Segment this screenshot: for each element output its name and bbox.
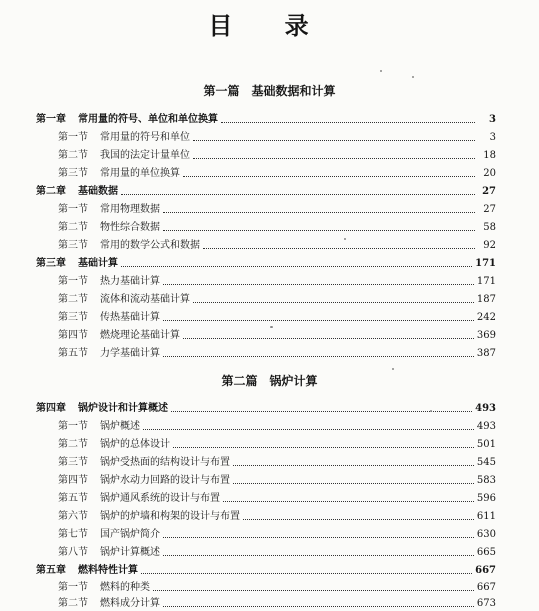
toc-section-row (58, 492, 496, 506)
page-number: 665 (476, 547, 496, 558)
scan-speck (380, 70, 382, 72)
section-title: 锅炉受热面的结构设计与布置 (100, 457, 230, 468)
section-title: 锅炉水动力回路的设计与布置 (100, 475, 230, 486)
page-number: 583 (476, 475, 496, 486)
toc-section-row (58, 239, 496, 253)
page-title: 目 录 (208, 11, 331, 40)
toc-section-row (58, 528, 496, 542)
page-number: 545 (476, 457, 496, 468)
section-title: 物性综合数据 (100, 222, 160, 233)
section-number: 第三节 (58, 457, 88, 468)
dot-leader (193, 131, 475, 141)
dot-leader (193, 149, 475, 159)
section-number: 第一节 (58, 582, 88, 593)
section-number: 第二节 (58, 222, 88, 233)
page-number: 3 (489, 114, 496, 125)
section-number: 第四节 (58, 475, 88, 486)
toc-section-row (58, 275, 496, 289)
section-title: 锅炉通风系统的设计与布置 (100, 493, 220, 504)
dot-leader (121, 185, 475, 195)
dot-leader (173, 438, 474, 448)
section-number: 第三节 (58, 312, 88, 323)
page-number: 58 (483, 222, 496, 233)
toc-section-row (58, 203, 496, 217)
page-number: 171 (475, 258, 496, 269)
section-title: 国产锅炉简介 (100, 529, 160, 540)
scan-speck (344, 238, 346, 240)
section-number: 第八节 (58, 547, 88, 558)
dot-leader (163, 347, 474, 357)
dot-leader (233, 456, 474, 466)
section-number: 第五节 (58, 348, 88, 359)
page-number: 667 (475, 565, 496, 576)
section-number: 第二节 (58, 150, 88, 161)
section-title: 流体和流动基础计算 (100, 294, 190, 305)
dot-leader (171, 402, 472, 412)
section-title: 常用量的符号和单位 (100, 132, 190, 143)
page-number: 242 (476, 312, 496, 323)
dot-leader (203, 239, 475, 249)
chapter-number: 第四章 (36, 403, 66, 414)
dot-leader (193, 293, 474, 303)
section-title: 常用物理数据 (100, 204, 160, 215)
section-number: 第一节 (58, 276, 88, 287)
part-heading-1: 第一篇 基础数据和计算 (203, 84, 336, 98)
toc-chapter-row (36, 113, 496, 127)
dot-leader (163, 203, 475, 213)
dot-leader (163, 597, 474, 607)
scan-speck (392, 368, 394, 370)
page-number: 18 (483, 150, 496, 161)
toc-chapter-row (36, 185, 496, 199)
chapter-number: 第三章 (36, 258, 66, 269)
toc-section-row (58, 311, 496, 325)
toc-section-row (58, 329, 496, 343)
page-number: 171 (476, 276, 496, 287)
dot-leader (141, 564, 472, 574)
section-number: 第二节 (58, 439, 88, 450)
page-number: 596 (476, 493, 496, 504)
section-title: 燃料成分计算 (100, 598, 160, 609)
toc-chapter-row (36, 257, 496, 271)
part-heading-2: 第二篇 锅炉计算 (221, 374, 318, 388)
toc-section-row (58, 221, 496, 235)
section-number: 第一节 (58, 204, 88, 215)
page-number: 493 (475, 403, 496, 414)
section-title: 锅炉的炉墙和构架的设计与布置 (100, 511, 240, 522)
dot-leader (233, 474, 474, 484)
scan-speck (430, 410, 432, 412)
chapter-number: 第五章 (36, 565, 66, 576)
section-number: 第一节 (58, 132, 88, 143)
dot-leader (163, 311, 474, 321)
section-title: 传热基础计算 (100, 312, 160, 323)
toc-section-row (58, 510, 496, 524)
dot-leader (163, 275, 474, 285)
toc-section-row (58, 347, 496, 361)
chapter-number: 第一章 (36, 114, 66, 125)
dot-leader (223, 492, 474, 502)
toc-section-row (58, 546, 496, 560)
dot-leader (163, 528, 474, 538)
section-title: 热力基础计算 (100, 276, 160, 287)
section-title: 力学基础计算 (100, 348, 160, 359)
chapter-title: 燃料特性计算 (78, 565, 138, 576)
toc-section-row (58, 456, 496, 470)
page-number: 27 (483, 204, 496, 215)
dot-leader (163, 546, 474, 556)
toc-section-row (58, 293, 496, 307)
page-number: 20 (483, 168, 496, 179)
section-title: 锅炉计算概述 (100, 547, 160, 558)
page-number: 3 (489, 132, 496, 143)
section-title: 燃料的种类 (100, 582, 150, 593)
section-number: 第七节 (58, 529, 88, 540)
section-title: 常用的数学公式和数据 (100, 240, 200, 251)
page-number: 673 (476, 598, 496, 609)
chapter-title: 基础计算 (78, 258, 118, 269)
dot-leader (163, 221, 475, 231)
toc-section-row (58, 131, 496, 145)
page-number: 667 (476, 582, 496, 593)
toc-section-row (58, 420, 496, 434)
section-number: 第四节 (58, 330, 88, 341)
page-number: 501 (476, 439, 496, 450)
section-title: 我国的法定计量单位 (100, 150, 190, 161)
section-title: 燃烧理论基础计算 (100, 330, 180, 341)
section-number: 第三节 (58, 168, 88, 179)
page-number: 611 (476, 511, 496, 522)
toc-section-row (58, 167, 496, 181)
section-number: 第二节 (58, 598, 88, 609)
dot-leader (143, 420, 474, 430)
page-number: 369 (476, 330, 496, 341)
page-number: 187 (476, 294, 496, 305)
page-number: 92 (483, 240, 496, 251)
toc-chapter-row (36, 564, 496, 578)
chapter-title: 常用量的符号、单位和单位换算 (78, 114, 218, 125)
dot-leader (183, 329, 474, 339)
dot-leader (153, 581, 474, 591)
toc-section-row (58, 581, 496, 595)
section-title: 锅炉的总体设计 (100, 439, 170, 450)
chapter-number: 第二章 (36, 186, 66, 197)
dot-leader (243, 510, 474, 520)
section-number: 第三节 (58, 240, 88, 251)
page-number: 630 (476, 529, 496, 540)
scan-speck (270, 326, 273, 328)
page-number: 27 (482, 186, 496, 197)
page-number: 493 (476, 421, 496, 432)
dot-leader (221, 113, 475, 123)
section-number: 第五节 (58, 493, 88, 504)
chapter-title: 锅炉设计和计算概述 (78, 403, 168, 414)
page-number: 387 (476, 348, 496, 359)
section-number: 第一节 (58, 421, 88, 432)
section-title: 常用量的单位换算 (100, 168, 180, 179)
scan-speck (412, 76, 414, 78)
section-number: 第二节 (58, 294, 88, 305)
section-number: 第六节 (58, 511, 88, 522)
dot-leader (121, 257, 472, 267)
toc-chapter-row (36, 402, 496, 416)
toc-section-row (58, 474, 496, 488)
dot-leader (183, 167, 475, 177)
toc-section-row (58, 438, 496, 452)
toc-section-row (58, 149, 496, 163)
chapter-title: 基础数据 (78, 186, 118, 197)
section-title: 锅炉概述 (100, 421, 140, 432)
